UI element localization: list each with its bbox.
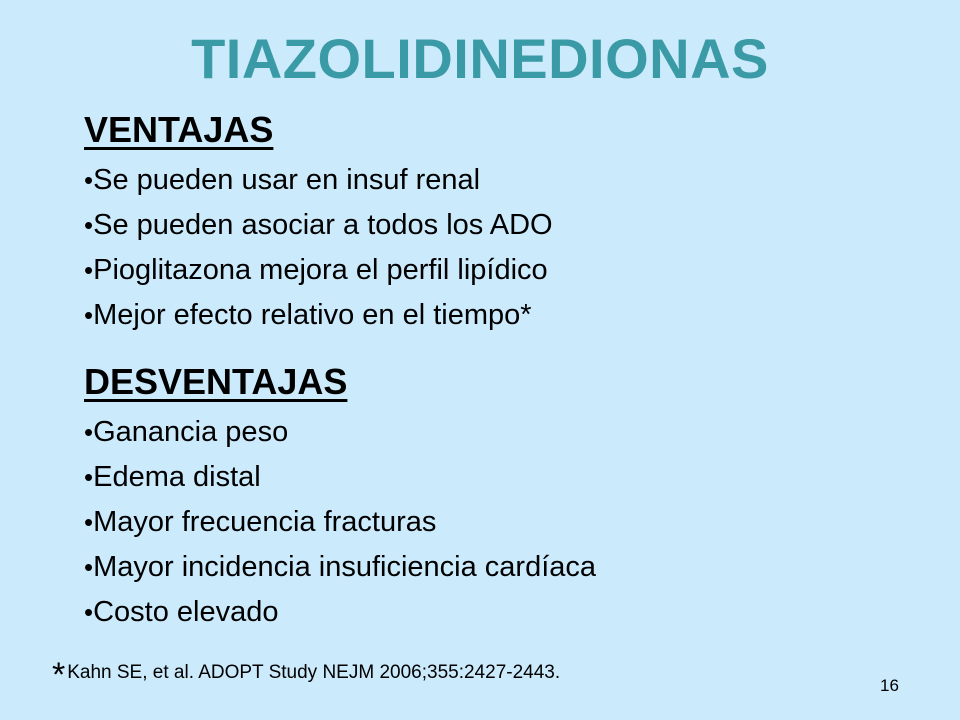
ventajas-item-text: Pioglitazona mejora el perfil lipídico [93, 254, 548, 286]
ventajas-heading: VENTAJAS [84, 109, 274, 150]
ventajas-list [84, 158, 553, 338]
ventajas-section [84, 108, 553, 338]
desventajas-item: •Costo elevado [84, 596, 279, 628]
desventajas-item: •Ganancia peso [84, 416, 289, 448]
ventajas-item: •Se pueden asociar a todos los ADO [84, 209, 553, 241]
desventajas-item-text: Costo elevado [93, 596, 279, 628]
desventajas-item: •Mayor frecuencia fracturas [84, 506, 437, 538]
ventajas-item: •Mejor efecto relativo en el tiempo* [84, 299, 532, 331]
ventajas-item: •Se pueden usar en insuf renal [84, 164, 481, 196]
desventajas-section [84, 360, 596, 635]
desventajas-item: •Edema distal [84, 461, 261, 493]
slide-title: TIAZOLIDINEDIONAS [191, 27, 769, 90]
desventajas-item-text: Mayor incidencia insuficiencia cardíaca [93, 551, 597, 583]
desventajas-list [84, 410, 596, 635]
ventajas-item: •Pioglitazona mejora el perfil lipídico [84, 254, 548, 286]
desventajas-item: •Mayor incidencia insuficiencia cardíaca [84, 551, 597, 583]
ventajas-item-text: Mejor efecto relativo en el tiempo* [93, 299, 532, 331]
desventajas-item-text: Ganancia peso [93, 416, 289, 448]
desventajas-item-text: Mayor frecuencia fracturas [93, 506, 437, 538]
ventajas-item-text: Se pueden asociar a todos los ADO [93, 209, 553, 241]
desventajas-item-text: Edema distal [93, 461, 261, 493]
footnote-text: Kahn SE, et al. ADOPT Study NEJM 2006;355:2427-2443. [67, 662, 561, 683]
desventajas-heading: DESVENTAJAS [84, 361, 348, 402]
ventajas-item-text: Se pueden usar en insuf renal [93, 164, 481, 196]
footnote-marker: * [52, 656, 66, 694]
footnote-citation [52, 648, 561, 694]
page-number: 16 [880, 676, 899, 695]
